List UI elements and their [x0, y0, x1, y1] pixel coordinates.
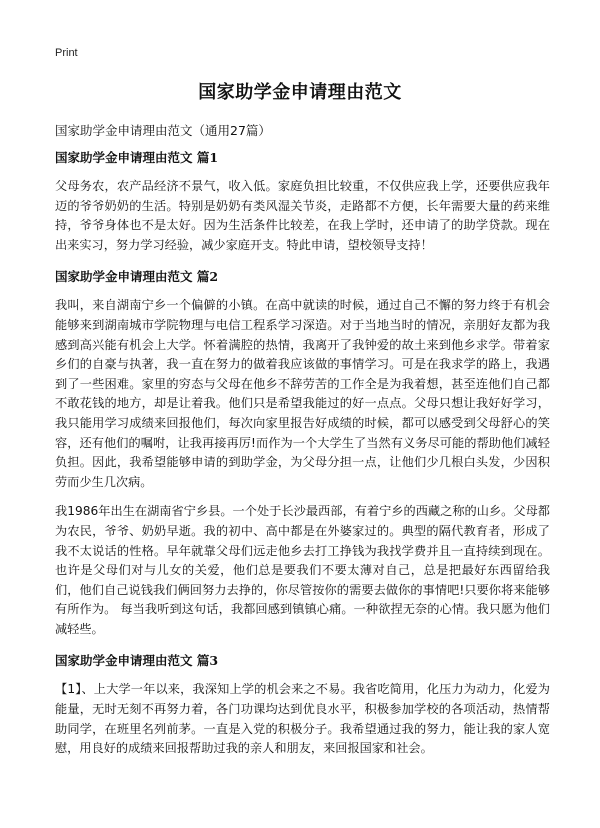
paragraph: 我1986年出生在湖南省宁乡县。一个处于长沙最西部，有着宁乡的西藏之称的山乡。父母都为农民，爷爷、奶奶早逝。我的初中、高中都是在外婆家过的。典型的隔代教育者，形成了我不太说话的性格。早年就靠父母们远走他乡去打工挣钱为我找学费并且一直持续到现在。也许是父母们对与儿女的关爱，他们总是要我们不要太薄对自己，总是把最好东西留给我们，他们自己说钱我们俩回努力去挣的，你尽管按你的需要去做你的事情吧!只要你将来能够有所作为。 每当我听到这句话，我都回感到镇镇心痛。一种欲捏无奈的心情。我只愿为他们减轻些。: [55, 504, 550, 636]
section-heading-1: 国家助学金申请理由范文 篇1: [55, 150, 219, 165]
section-heading-3: 国家助学金申请理由范文 篇3: [55, 653, 219, 669]
print-label[interactable]: Print: [55, 47, 78, 59]
paragraph: 【1】、上大学一年以来，我深知上学的机会来之不易。我省吃简用，化压力为动力，化爱为能量，无时无刻不再努力着，各门功课均达到优良水平，积极参加学校的各项活动，热情帮助同学，在班里名列前茅。一直是入党的积极分子。我希望通过我的努力，能让我的家人宽慰，用良好的成绩来回报帮助过我的亲人和朋友，来回报国家和社会。: [55, 682, 550, 756]
paragraph: 我叫，来自湖南宁乡一个偏僻的小镇。在高中就读的时候，通过自己不懈的努力终于有机会能够来到湖南城市学院物理与电信工程系学习深造。对于当地当时的情况，亲朋好友都为我感到高兴能有机会上大学。怀着满腔的热情，我离开了我钟爱的故土来到他乡求学。带着家乡们的自豪与执著，我一直在努力的做着我应该做的事情学习。可是在我求学的路上，我遇到了一些困难。家里的穷态与父母在他乡不辞劳苦的工作全是为我着想，甚至连他们自己都不敢花钱的地方，却是让着我。他们只是希望我能过的好一点点。父母只想让我好好学习，我只能用学习成绩来回报他们，每次向家里报告好成绩的时候，都可以感受到父母舒心的笑容，还有他们的嘱咐，让我再接再厉!而作为一个大学生了当然有义务尽可能的帮助他们减轻负担。因此，我希望能够申请的到助学金，为父母分担一点，让他们少几根白头发，少因积劳而少生几次病。: [55, 298, 550, 489]
page-subtitle: 国家助学金申请理由范文（通用27篇）: [55, 123, 271, 138]
page-title: 国家助学金申请理由范文: [198, 82, 402, 103]
document-body: [55, 150, 550, 769]
section-heading-2: 国家助学金申请理由范文 篇2: [55, 269, 219, 285]
paragraph: 父母务农，农产品经济不景气，收入低。家庭负担比较重，不仅供应我上学，还要供应我年迈的爷爷奶奶的生活。特别是奶奶有类风湿关节炎，走路都不方便，长年需要大量的药来维持，爷爷身体也不是太好。因为生活条件比较差，在我上学时，还申请了的助学贷款。现在出来实习，努力学习经验，减少家庭开支。特此申请，望校领导支持！: [55, 179, 550, 252]
